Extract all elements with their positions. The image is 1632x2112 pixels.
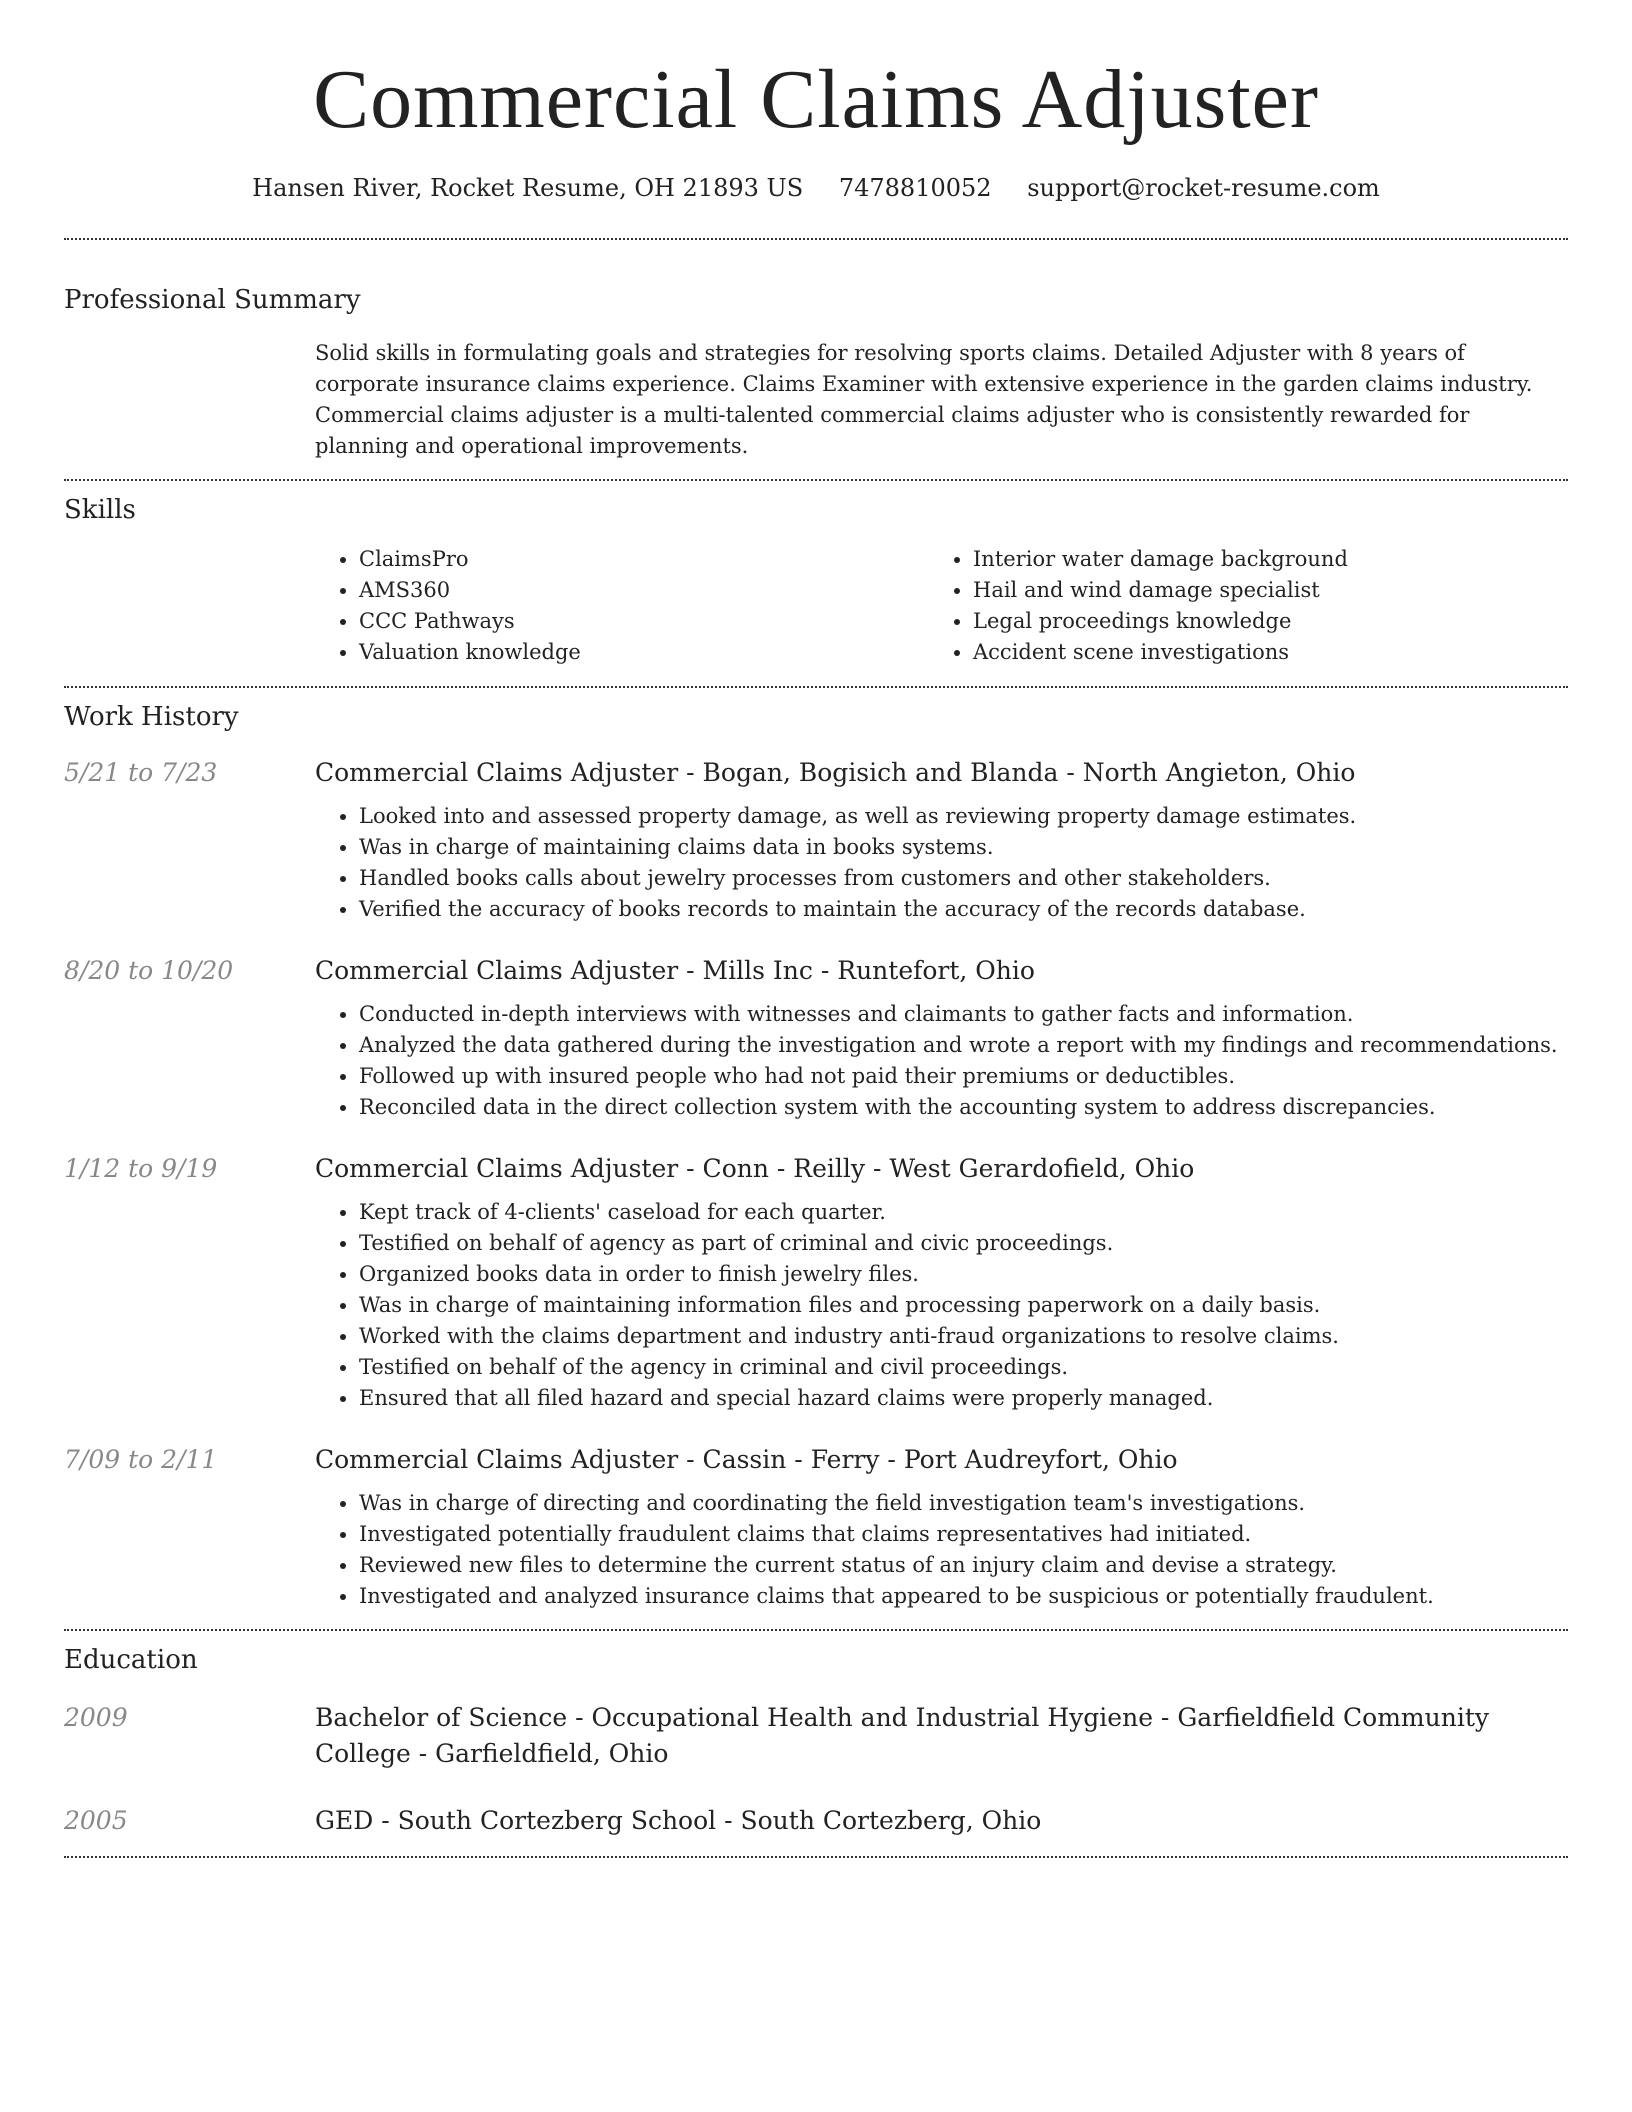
- job-bullet: • Testified on behalf of agency as part of criminal and civic proceedings.: [359, 1228, 1568, 1259]
- skill-item: • Accident scene investigations: [973, 637, 1543, 668]
- phone-text: 7478810052: [838, 174, 992, 202]
- work-history-heading: Work History: [64, 702, 239, 732]
- education-heading: Education: [64, 1645, 198, 1675]
- education-title: Bachelor of Science - Occupational Health and Industrial Hygiene - Garfieldfield Community College - Garfieldfield, Ohio: [315, 1703, 1489, 1768]
- job-details: [315, 755, 1568, 925]
- divider: [64, 1629, 1568, 1631]
- resume-page: [64, 0, 1568, 1858]
- divider: [64, 686, 1568, 688]
- education-year: 2009: [64, 1703, 128, 1732]
- education-title: GED - South Cortezberg School - South Cortezberg, Ohio: [315, 1806, 1042, 1835]
- job-bullet: • Investigated potentially fraudulent claims that claims representatives had initiated.: [359, 1519, 1568, 1550]
- skill-item: • Hail and wind damage specialist: [973, 575, 1543, 606]
- job-entry: [64, 755, 1568, 925]
- skills-section: [64, 492, 1568, 668]
- job-title: Commercial Claims Adjuster - Cassin - Ferry - Port Audreyfort, Ohio: [315, 1445, 1178, 1474]
- job-title: Commercial Claims Adjuster - Bogan, Bogisich and Blanda - North Angieton, Ohio: [315, 758, 1356, 787]
- job-dates: 8/20 to 10/20: [64, 956, 234, 985]
- candidate-name: Commercial Claims Adjuster: [313, 53, 1319, 146]
- job-bullet: • Was in charge of maintaining information files and processing paperwork on a daily basis.: [359, 1290, 1568, 1321]
- skill-item: • AMS360: [359, 575, 929, 606]
- job-bullet: • Ensured that all filed hazard and special hazard claims were properly managed.: [359, 1383, 1568, 1414]
- skills-list: [315, 544, 1568, 668]
- contact-line: [64, 170, 1568, 206]
- job-details: [315, 1151, 1568, 1414]
- job-bullet: • Handled books calls about jewelry processes from customers and other stakeholders.: [359, 863, 1568, 894]
- education-section: [64, 1642, 1568, 1839]
- skill-item: • Interior water damage background: [973, 544, 1543, 575]
- summary-text: Solid skills in formulating goals and strategies for resolving sports claims. Detailed Adjuster with 8 years of corporate insurance claims experience. Claims Examiner with extensive experience in the garden claims industry. Commercial claims adjuster is a multi-talented commercial claims adjuster who is consistently rewarded for planning and operational improvements.: [315, 341, 1533, 458]
- job-bullets: [315, 801, 1568, 925]
- work-history-section: [64, 699, 1568, 1612]
- job-bullet: • Was in charge of maintaining claims data in books systems.: [359, 832, 1568, 863]
- job-details: [315, 1442, 1568, 1612]
- job-bullet: • Verified the accuracy of books records to maintain the accuracy of the records database.: [359, 894, 1568, 925]
- job-dates: 5/21 to 7/23: [64, 758, 218, 787]
- divider: [64, 1856, 1568, 1858]
- skill-item: • CCC Pathways: [359, 606, 929, 637]
- skills-heading: Skills: [64, 495, 136, 525]
- skill-item: • ClaimsPro: [359, 544, 929, 575]
- skills-column-left: [315, 544, 929, 668]
- summary-section: [64, 282, 1568, 462]
- skills-column-right: [929, 544, 1543, 668]
- job-bullets: [315, 1488, 1568, 1612]
- job-bullet: • Worked with the claims department and industry anti-fraud organizations to resolve claims.: [359, 1321, 1568, 1352]
- job-bullets: [315, 1197, 1568, 1414]
- job-title: Commercial Claims Adjuster - Mills Inc - Runtefort, Ohio: [315, 956, 1035, 985]
- job-entry: [64, 1151, 1568, 1414]
- job-entry: [64, 1442, 1568, 1612]
- job-dates: 7/09 to 2/11: [64, 1445, 218, 1474]
- job-bullet: • Was in charge of directing and coordinating the field investigation team's investigations.: [359, 1488, 1568, 1519]
- job-bullet: • Organized books data in order to finish jewelry files.: [359, 1259, 1568, 1290]
- address-text: Hansen River, Rocket Resume, OH 21893 US: [252, 174, 804, 202]
- divider: [64, 238, 1568, 240]
- summary-heading: Professional Summary: [64, 285, 361, 315]
- job-bullet: • Reviewed new files to determine the current status of an injury claim and devise a strategy.: [359, 1550, 1568, 1581]
- job-bullet: • Investigated and analyzed insurance claims that appeared to be suspicious or potentially fraudulent.: [359, 1581, 1568, 1612]
- job-bullets: [315, 999, 1568, 1123]
- job-bullet: • Kept track of 4-clients' caseload for each quarter.: [359, 1197, 1568, 1228]
- education-entry: [64, 1803, 1568, 1839]
- job-bullet: • Testified on behalf of the agency in criminal and civil proceedings.: [359, 1352, 1568, 1383]
- education-year: 2005: [64, 1806, 128, 1835]
- education-entry: [64, 1700, 1568, 1772]
- job-bullet: • Conducted in-depth interviews with witnesses and claimants to gather facts and information.: [359, 999, 1568, 1030]
- skill-item: • Valuation knowledge: [359, 637, 929, 668]
- divider: [64, 479, 1568, 481]
- job-bullet: • Followed up with insured people who had not paid their premiums or deductibles.: [359, 1061, 1568, 1092]
- skill-item: • Legal proceedings knowledge: [973, 606, 1543, 637]
- job-bullet: • Analyzed the data gathered during the investigation and wrote a report with my findings and recommendations.: [359, 1030, 1568, 1061]
- job-bullet: • Looked into and assessed property damage, as well as reviewing property damage estimates.: [359, 801, 1568, 832]
- job-bullet: • Reconciled data in the direct collection system with the accounting system to address discrepancies.: [359, 1092, 1568, 1123]
- job-dates: 1/12 to 9/19: [64, 1154, 218, 1183]
- job-details: [315, 953, 1568, 1123]
- job-title: Commercial Claims Adjuster - Conn - Reilly - West Gerardofield, Ohio: [315, 1154, 1195, 1183]
- job-entry: [64, 953, 1568, 1123]
- email-text: support@rocket-resume.com: [1027, 174, 1380, 202]
